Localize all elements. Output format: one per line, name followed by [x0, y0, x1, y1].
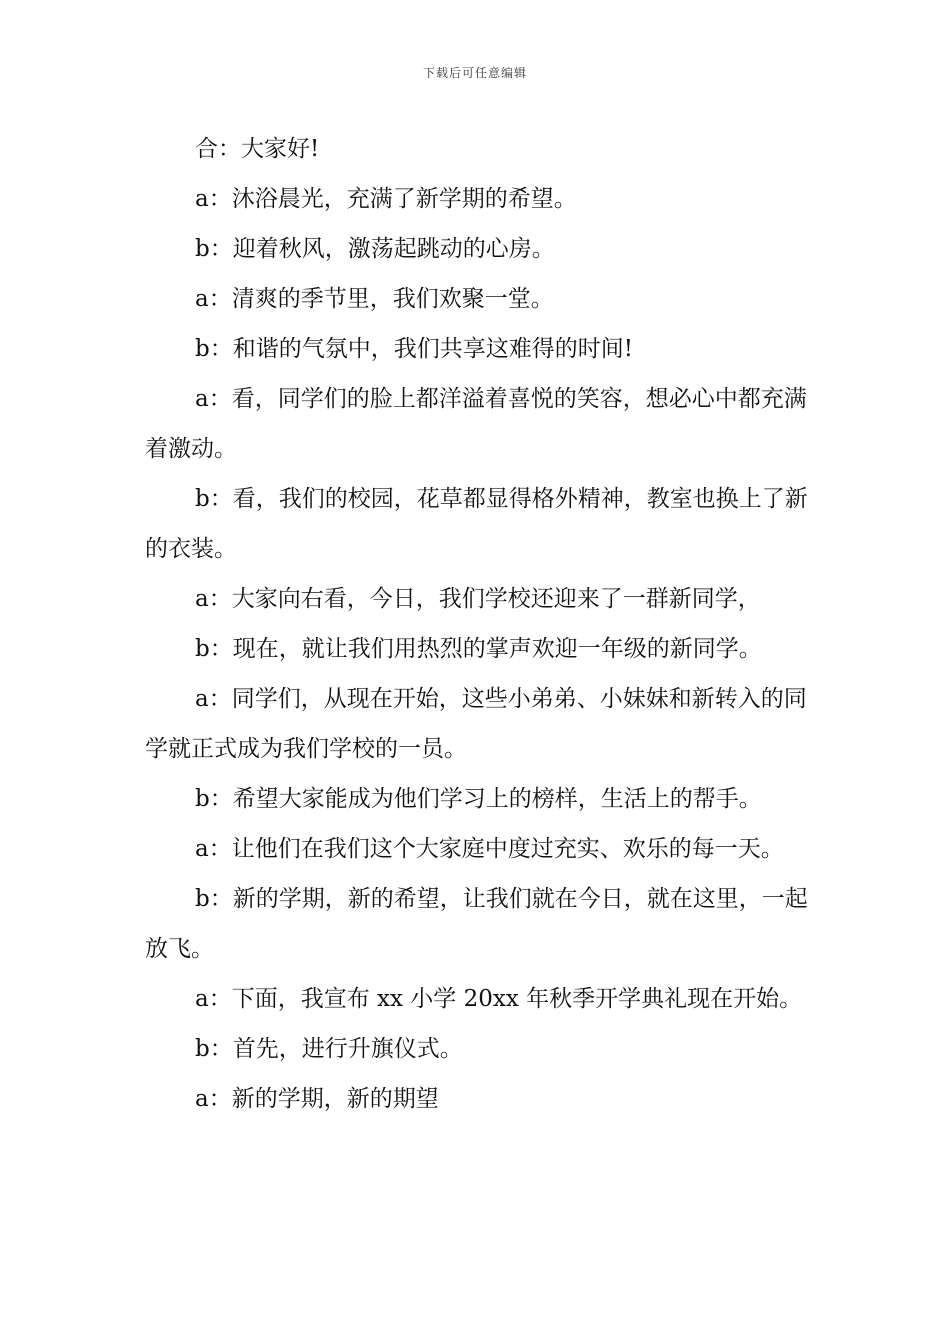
paragraph-5: b：和谐的气氛中，我们共享这难得的时间!: [195, 336, 633, 362]
paragraph-7: b：看，我们的校园，花草都显得格外精神，教室也换上了新的衣装。: [145, 486, 808, 562]
paragraph-16: a：新的学期，新的期望: [195, 1086, 439, 1112]
paragraph-6: a：看，同学们的脸上都洋溢着喜悦的笑容，想必心中都充满着激动。: [145, 386, 807, 462]
paragraph-10: a：同学们，从现在开始，这些小弟弟、小妹妹和新转入的同学就正式成为我们学校的一员。: [145, 686, 807, 762]
paragraph-4: a：清爽的季节里，我们欢聚一堂。: [195, 286, 554, 312]
paragraph-8: a：大家向右看，今日，我们学校还迎来了一群新同学，: [195, 586, 761, 612]
paragraph-3: b：迎着秋风，激荡起跳动的心房。: [195, 236, 555, 262]
paragraph-15: b：首先，进行升旗仪式。: [195, 1036, 463, 1062]
paragraph-11: b：希望大家能成为他们学习上的榜样，生活上的帮手。: [195, 786, 762, 812]
document-body: [145, 124, 825, 1124]
page-header: 下载后可任意编辑: [422, 66, 527, 80]
paragraph-2: a：沐浴晨光，充满了新学期的希望。: [195, 186, 577, 212]
paragraph-13: b：新的学期，新的希望，让我们就在今日，就在这里，一起放飞。: [145, 886, 808, 962]
paragraph-14: a：下面，我宣布 xx 小学 20xx 年秋季开学典礼现在开始。: [195, 986, 803, 1012]
paragraph-9: b：现在，就让我们用热烈的掌声欢迎一年级的新同学。: [195, 636, 762, 662]
paragraph-1: 合：大家好!: [195, 136, 320, 162]
paragraph-12: a：让他们在我们这个大家庭中度过充实、欢乐的每一天。: [195, 836, 784, 862]
